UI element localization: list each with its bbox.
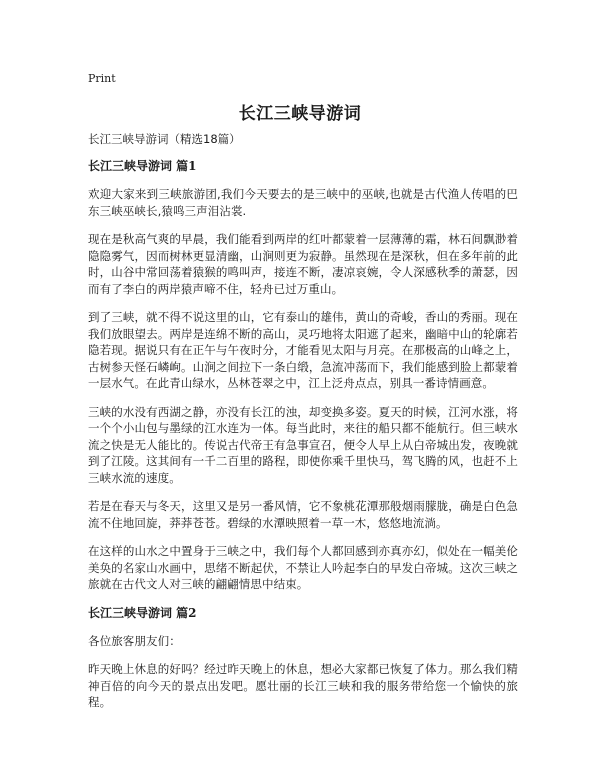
paragraph: 欢迎大家来到三峡旅游团,我们今天要去的是三峡中的巫峡,也就是古代渔人传唱的巴东三峡巫峡长,猿鸣三声泪沾裳.	[88, 187, 518, 218]
document-body	[88, 131, 518, 723]
paragraph: 现在是秋高气爽的早晨，我们能看到两岸的红叶都蒙着一层薄薄的霜，林石间飘渺着隐隐雾气，因而树林更显清幽，山涧则更为寂静。虽然现在是深秋，但在多年前的此时，山谷中常回荡着猿猴的鸣叫声，接连不断，凄凉哀婉，令人深感秋季的萧瑟，因而有了李白的两岸猿声啼不住，轻舟已过万重山。	[88, 232, 518, 296]
paragraph: 在这样的山水之中置身于三峡之中，我们每个人都回感到亦真亦幻，似处在一幅美伦美奂的名家山水画中，思绪不断起伏，不禁让人吟起李白的早发白帝城。这次三峡之旅就在古代文人对三峡的翩翩情思中结束。	[88, 544, 518, 591]
paragraph: 三峡的水没有西湖之静，亦没有长江的浊，却变换多姿。夏天的时候，江河水涨，将一个个小山包与墨绿的江水连为一体。每当此时，来往的船只都不能航行。但三峡水流之快是无人能比的。传说古代帝王有急事宣召，便令人早上从白帝城出发，夜晚就到了江陵。这其间有一千二百里的路程，即使你乘千里快马，驾飞腾的风，也赶不上三峡水流的速度。	[88, 404, 518, 485]
print-link[interactable]: Print	[88, 72, 116, 85]
paragraph: 到了三峡，就不得不说这里的山，它有泰山的雄伟，黄山的奇峻，香山的秀丽。现在我们放眼望去。两岸是连绵不断的高山，灵巧地将太阳遮了起来，幽暗中山的轮廓若隐若现。据说只有在正午与午夜时分，才能看见太阳与月亮。在那极高的山峰之上，古树参天怪石嶙峋。山涧之间拉下一条白缎，急流冲荡而下，我们能感到脸上都蒙着一层水气。在此青山绿水，丛林苍翠之中，江上泛舟点点，别具一番诗情画意。	[88, 310, 518, 390]
section-heading: 长江三峡导游词 篇2	[88, 605, 197, 620]
section-1	[88, 158, 518, 593]
section-heading: 长江三峡导游词 篇1	[88, 159, 197, 173]
paragraph: 昨天晚上休息的好吗？经过昨天晚上的休息，想必大家都已恢复了体力。那么我们精神百倍的向今天的景点出发吧。愿壮丽的长江三峡和我的服务带给您一个愉快的旅程。	[88, 662, 518, 709]
paragraph: 若是在春天与冬天，这里又是另一番风情，它不象桃花潭那般烟雨朦胧，确是白色急流不住地回旋，莽莽苍苍。碧绿的水潭映照着一草一木，悠悠地流淌。	[88, 499, 518, 530]
paragraph: 各位旅客朋友们：	[88, 633, 181, 648]
document-title: 长江三峡导游词	[238, 104, 362, 124]
document-subtitle: 长江三峡导游词（精选18篇）	[88, 132, 241, 146]
section-2	[88, 605, 518, 711]
